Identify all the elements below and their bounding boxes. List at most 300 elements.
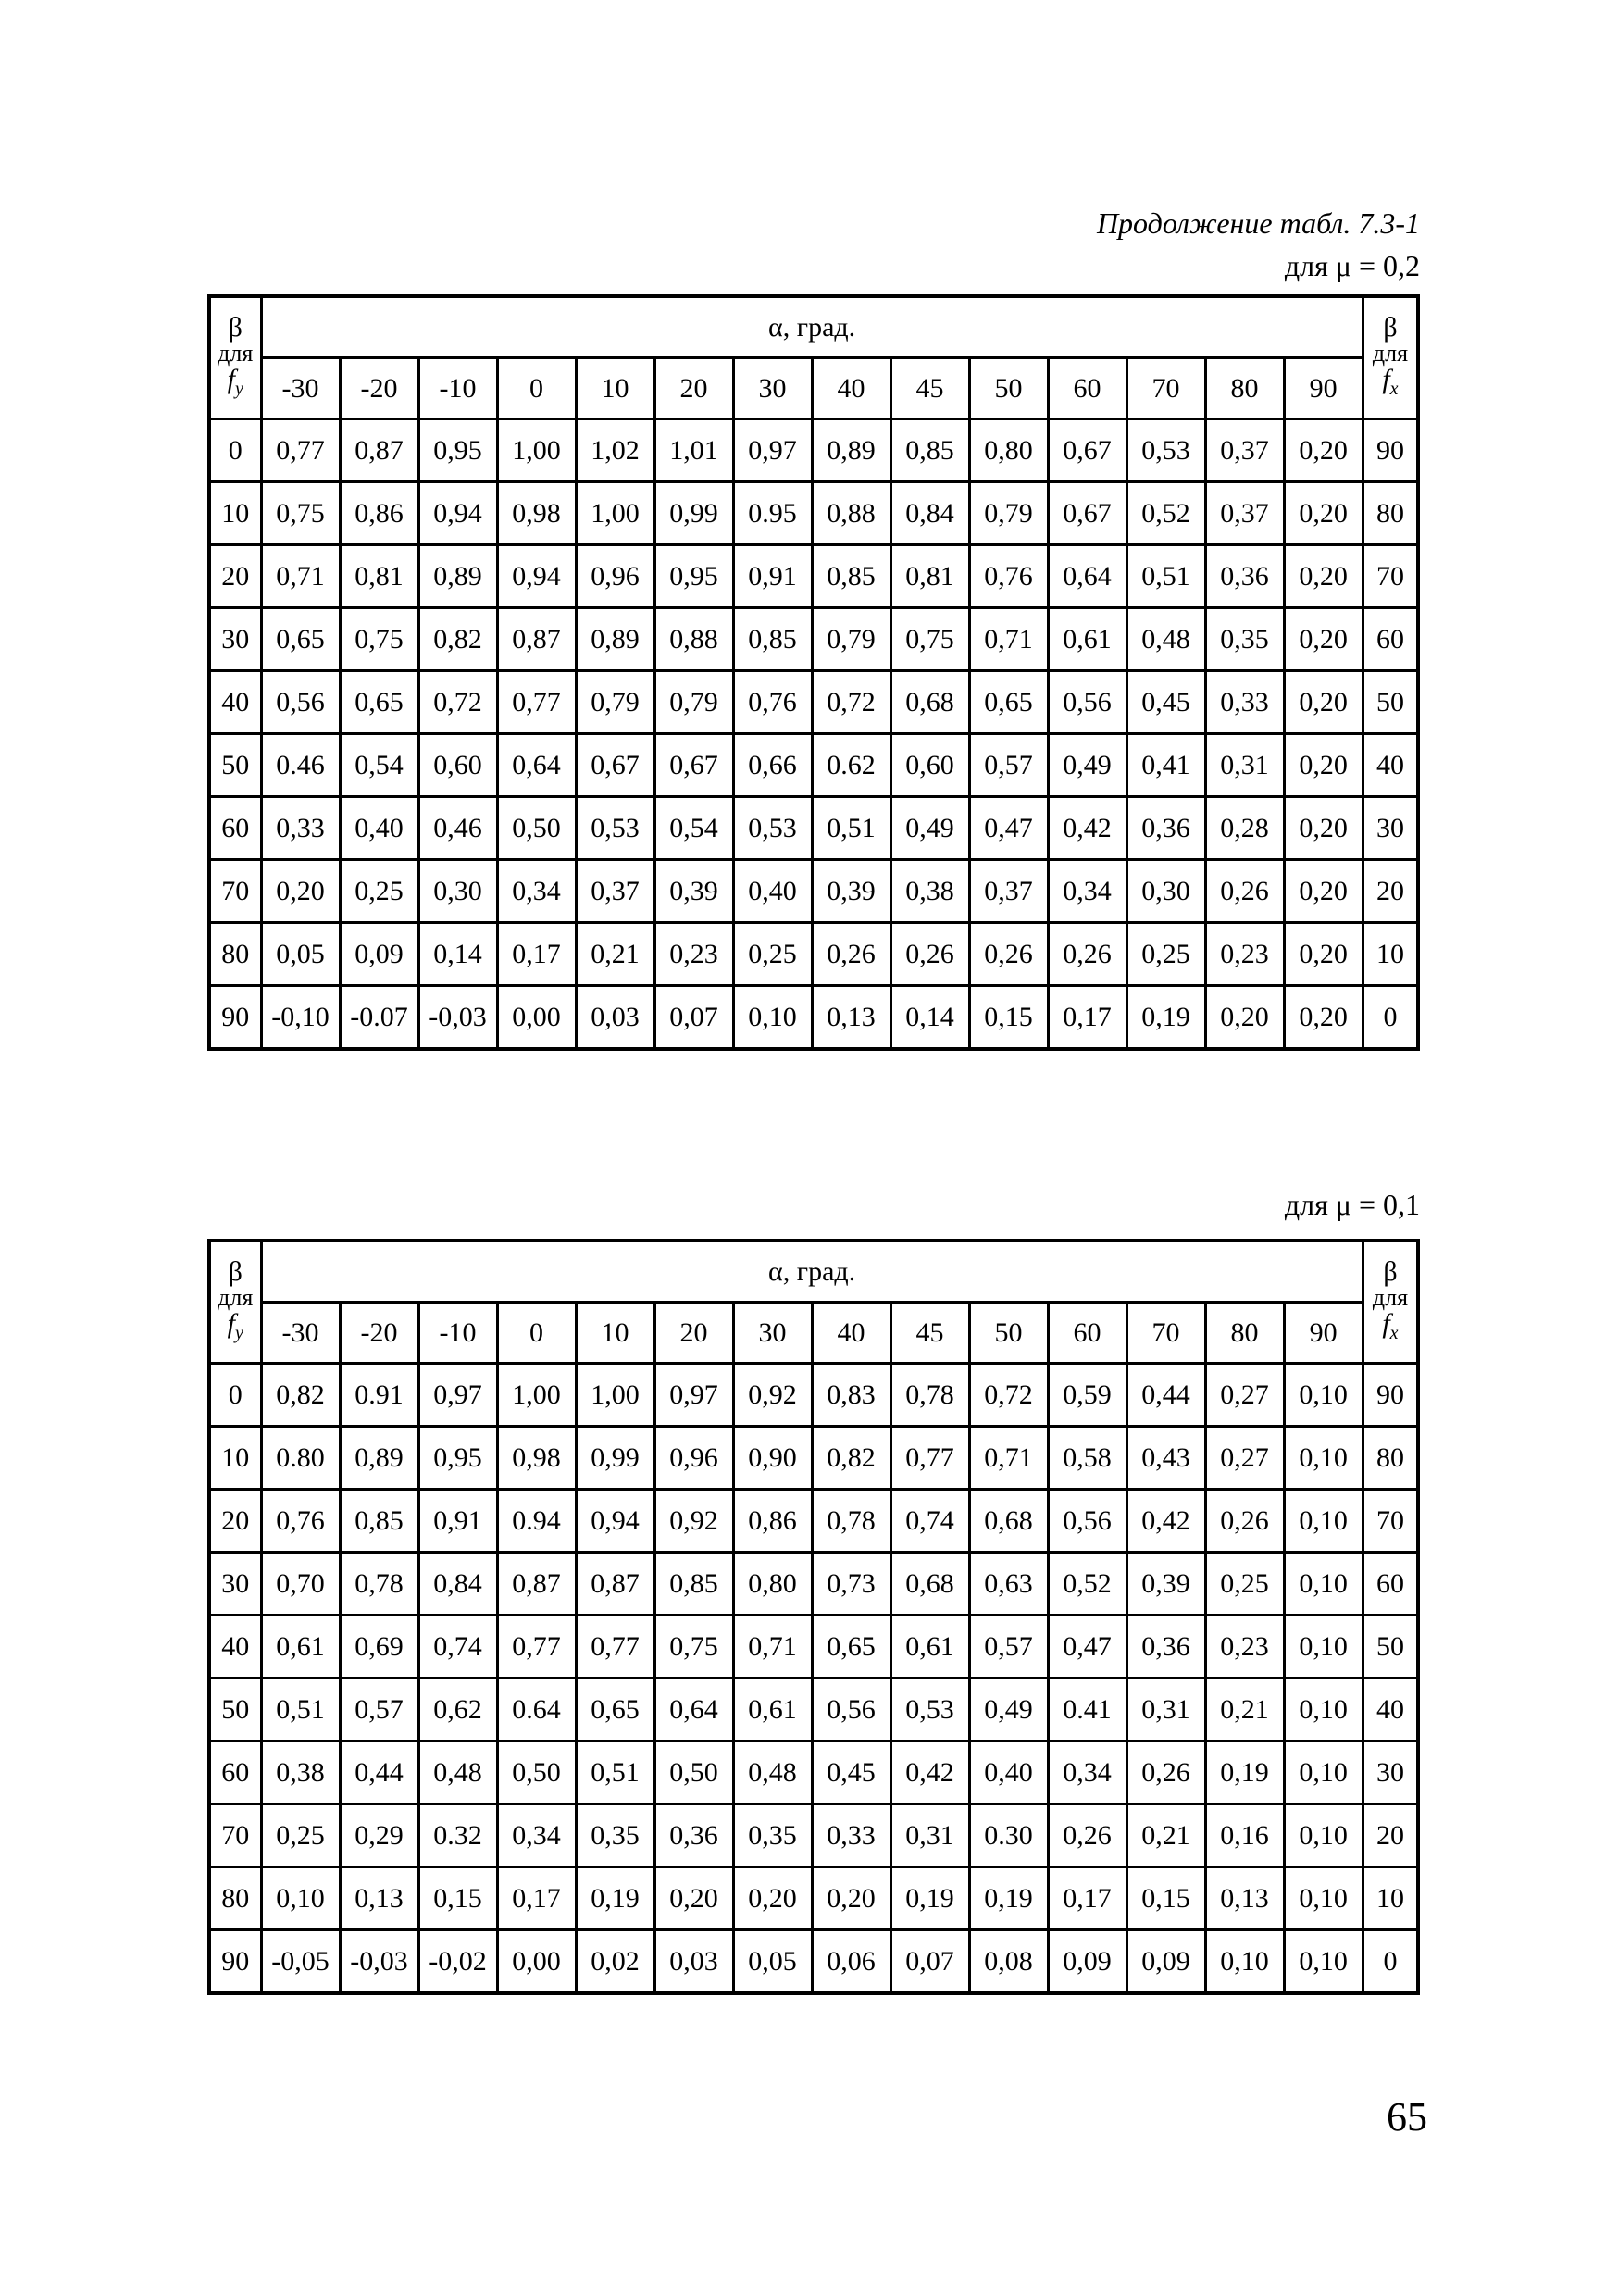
value-cell: 0,98 xyxy=(497,1427,576,1490)
value-cell: 0,97 xyxy=(418,1364,497,1427)
value-cell: 0,52 xyxy=(1048,1553,1126,1616)
value-cell: 0,88 xyxy=(654,608,733,671)
table-row xyxy=(209,419,1418,482)
value-cell: 0,77 xyxy=(890,1427,969,1490)
value-cell: 0,84 xyxy=(418,1553,497,1616)
value-cell: 0,49 xyxy=(890,797,969,860)
value-cell: 0,66 xyxy=(733,734,812,797)
value-cell: 0,76 xyxy=(261,1490,340,1553)
value-cell: 0,94 xyxy=(576,1490,654,1553)
value-cell: 0,89 xyxy=(418,545,497,608)
continuation-table-ref: табл. 7.3-1 xyxy=(1279,206,1420,240)
value-cell: 0,42 xyxy=(890,1741,969,1804)
value-cell: 0,30 xyxy=(1126,860,1205,923)
value-cell: 0,10 xyxy=(1284,1741,1363,1804)
value-cell: 0,20 xyxy=(1284,545,1363,608)
value-cell: 1,00 xyxy=(497,1364,576,1427)
value-cell: 0,02 xyxy=(576,1930,654,1994)
beta-left-header xyxy=(209,1241,261,1364)
value-cell: 0,05 xyxy=(733,1930,812,1994)
value-cell: 0,95 xyxy=(418,1427,497,1490)
value-cell: 0,77 xyxy=(497,671,576,734)
beta-left-cell: 90 xyxy=(209,986,261,1050)
value-cell: 0,75 xyxy=(261,482,340,545)
table-row xyxy=(209,671,1418,734)
value-cell: 0,40 xyxy=(969,1741,1048,1804)
table-row xyxy=(209,1427,1418,1490)
beta-symbol: β xyxy=(228,1255,243,1287)
value-cell: 0,87 xyxy=(340,419,418,482)
value-cell: 0,77 xyxy=(576,1616,654,1678)
value-cell: 0,64 xyxy=(654,1678,733,1741)
value-cell: 0,65 xyxy=(261,608,340,671)
beta-left-cell: 80 xyxy=(209,923,261,986)
value-cell: 0,09 xyxy=(1048,1930,1126,1994)
alpha-value-cell: 40 xyxy=(812,1303,890,1364)
value-cell: 0,67 xyxy=(576,734,654,797)
value-cell: 0,51 xyxy=(1126,545,1205,608)
beta-right-cell: 30 xyxy=(1363,797,1418,860)
f-subscript: y xyxy=(234,378,243,399)
value-cell: 0,80 xyxy=(969,419,1048,482)
alpha-value-cell: 20 xyxy=(654,358,733,419)
value-cell: 0,53 xyxy=(733,797,812,860)
beta-left-cell: 0 xyxy=(209,1364,261,1427)
value-cell: 0,67 xyxy=(1048,419,1126,482)
alpha-value-cell: 70 xyxy=(1126,1303,1205,1364)
beta-right-cell: 40 xyxy=(1363,1678,1418,1741)
value-cell: 0.95 xyxy=(733,482,812,545)
table-row xyxy=(209,482,1418,545)
value-cell: 0,64 xyxy=(1048,545,1126,608)
value-cell: 0,65 xyxy=(340,671,418,734)
value-cell: 0,75 xyxy=(340,608,418,671)
value-cell: 0,75 xyxy=(654,1616,733,1678)
value-cell: 0,03 xyxy=(576,986,654,1050)
value-cell: 0,25 xyxy=(340,860,418,923)
value-cell: 0,20 xyxy=(1284,986,1363,1050)
alpha-value-cell: 90 xyxy=(1284,358,1363,419)
value-cell: 0,23 xyxy=(654,923,733,986)
value-cell: 0,17 xyxy=(1048,986,1126,1050)
beta-right-cell: 60 xyxy=(1363,1553,1418,1616)
value-cell: 0,20 xyxy=(261,860,340,923)
value-cell: 0,31 xyxy=(1126,1678,1205,1741)
value-cell: 0,28 xyxy=(1205,797,1284,860)
table-row xyxy=(209,608,1418,671)
value-cell: 0,14 xyxy=(890,986,969,1050)
value-cell: 0,36 xyxy=(1205,545,1284,608)
value-cell: 0,07 xyxy=(890,1930,969,1994)
beta-left-cell: 70 xyxy=(209,860,261,923)
value-cell: 0,78 xyxy=(340,1553,418,1616)
value-cell: 0,30 xyxy=(418,860,497,923)
value-cell: 0.62 xyxy=(812,734,890,797)
table-row xyxy=(209,1490,1418,1553)
value-cell: 0,35 xyxy=(576,1804,654,1867)
value-cell: 0,19 xyxy=(1126,986,1205,1050)
value-cell: 0,99 xyxy=(576,1427,654,1490)
value-cell: 0,67 xyxy=(654,734,733,797)
value-cell: 0,20 xyxy=(1284,923,1363,986)
value-cell: 0,47 xyxy=(969,797,1048,860)
table-row xyxy=(209,1741,1418,1804)
value-cell: 0,26 xyxy=(812,923,890,986)
beta-symbol: β xyxy=(228,311,243,343)
value-cell: -0,05 xyxy=(261,1930,340,1994)
alpha-value-cell: 60 xyxy=(1048,358,1126,419)
value-cell: 0,42 xyxy=(1048,797,1126,860)
value-cell: 0,37 xyxy=(576,860,654,923)
alpha-value-cell: 10 xyxy=(576,358,654,419)
value-cell: 0,31 xyxy=(890,1804,969,1867)
value-cell: 0,34 xyxy=(497,860,576,923)
beta-right-cell: 20 xyxy=(1363,860,1418,923)
value-cell: 0,56 xyxy=(1048,671,1126,734)
value-cell: 0,57 xyxy=(969,734,1048,797)
value-cell: 0,65 xyxy=(576,1678,654,1741)
value-cell: 0,71 xyxy=(261,545,340,608)
beta-left-cell: 60 xyxy=(209,797,261,860)
value-cell: 0,34 xyxy=(1048,1741,1126,1804)
value-cell: 0,56 xyxy=(261,671,340,734)
value-cell: 0,19 xyxy=(576,1867,654,1930)
value-cell: 0,80 xyxy=(733,1553,812,1616)
value-cell: 0,21 xyxy=(1126,1804,1205,1867)
value-cell: 0,17 xyxy=(497,1867,576,1930)
value-cell: 0,61 xyxy=(261,1616,340,1678)
value-cell: 0.30 xyxy=(969,1804,1048,1867)
value-cell: 0,85 xyxy=(340,1490,418,1553)
value-cell: 0,51 xyxy=(576,1741,654,1804)
value-cell: 0,46 xyxy=(418,797,497,860)
value-cell: 0,92 xyxy=(654,1490,733,1553)
alpha-values-row xyxy=(209,358,1418,419)
value-cell: 0,07 xyxy=(654,986,733,1050)
value-cell: 0,85 xyxy=(812,545,890,608)
value-cell: 0,37 xyxy=(969,860,1048,923)
value-cell: 0,92 xyxy=(733,1364,812,1427)
beta-right-cell: 90 xyxy=(1363,1364,1418,1427)
value-cell: 0.91 xyxy=(340,1364,418,1427)
value-cell: 0,63 xyxy=(969,1553,1048,1616)
value-cell: 0,95 xyxy=(418,419,497,482)
value-cell: 0,86 xyxy=(733,1490,812,1553)
beta-right-cell: 80 xyxy=(1363,482,1418,545)
value-cell: 0,35 xyxy=(733,1804,812,1867)
coefficient-table xyxy=(207,294,1420,1051)
value-cell: 0,41 xyxy=(1126,734,1205,797)
value-cell: 0,94 xyxy=(497,545,576,608)
value-cell: 0,75 xyxy=(890,608,969,671)
value-cell: -0,03 xyxy=(340,1930,418,1994)
beta-symbol: β xyxy=(1383,311,1398,343)
alpha-values-row xyxy=(209,1303,1418,1364)
value-cell: 0,53 xyxy=(1126,419,1205,482)
value-cell: 0,72 xyxy=(418,671,497,734)
value-cell: 0,79 xyxy=(654,671,733,734)
value-cell: 0,37 xyxy=(1205,419,1284,482)
value-cell: 0,54 xyxy=(654,797,733,860)
value-cell: 0,82 xyxy=(812,1427,890,1490)
beta-right-header xyxy=(1363,296,1418,419)
beta-left-cell: 50 xyxy=(209,734,261,797)
value-cell: 0,20 xyxy=(654,1867,733,1930)
value-cell: 0,70 xyxy=(261,1553,340,1616)
value-cell: 0,10 xyxy=(1284,1804,1363,1867)
table-row xyxy=(209,1867,1418,1930)
value-cell: 0,10 xyxy=(1284,1616,1363,1678)
beta-left-cell: 10 xyxy=(209,1427,261,1490)
value-cell: 1,02 xyxy=(576,419,654,482)
value-cell: 0,10 xyxy=(733,986,812,1050)
alpha-value-cell: 40 xyxy=(812,358,890,419)
value-cell: 0,26 xyxy=(1048,923,1126,986)
value-cell: 0.80 xyxy=(261,1427,340,1490)
table-row xyxy=(209,1553,1418,1616)
value-cell: -0.07 xyxy=(340,986,418,1050)
alpha-value-cell: -20 xyxy=(340,1303,418,1364)
value-cell: 0,71 xyxy=(969,1427,1048,1490)
value-cell: 1,01 xyxy=(654,419,733,482)
value-cell: 0,91 xyxy=(733,545,812,608)
beta-left-cell: 20 xyxy=(209,1490,261,1553)
beta-right-cell: 60 xyxy=(1363,608,1418,671)
beta-left-cell: 10 xyxy=(209,482,261,545)
value-cell: 0,77 xyxy=(261,419,340,482)
table-caption: для μ = 0,1 xyxy=(1284,1188,1420,1221)
value-cell: 0,99 xyxy=(654,482,733,545)
value-cell: 0,51 xyxy=(261,1678,340,1741)
value-cell: 0,61 xyxy=(733,1678,812,1741)
beta-left-cell: 40 xyxy=(209,671,261,734)
alpha-value-cell: -30 xyxy=(261,358,340,419)
value-cell: 0,50 xyxy=(654,1741,733,1804)
value-cell: 0,00 xyxy=(497,986,576,1050)
value-cell: 0,21 xyxy=(1205,1678,1284,1741)
value-cell: -0,03 xyxy=(418,986,497,1050)
value-cell: 0,60 xyxy=(890,734,969,797)
value-cell: 0,87 xyxy=(576,1553,654,1616)
value-cell: 0,10 xyxy=(1284,1490,1363,1553)
value-cell: 0,09 xyxy=(340,923,418,986)
beta-left-cell: 20 xyxy=(209,545,261,608)
value-cell: 0,15 xyxy=(969,986,1048,1050)
value-cell: 0.41 xyxy=(1048,1678,1126,1741)
beta-right-cell: 10 xyxy=(1363,1867,1418,1930)
beta-right-cell: 50 xyxy=(1363,671,1418,734)
beta-left-header xyxy=(209,296,261,419)
value-cell: 0,62 xyxy=(418,1678,497,1741)
value-cell: 0,15 xyxy=(1126,1867,1205,1930)
value-cell: 0,06 xyxy=(812,1930,890,1994)
value-cell: 0,19 xyxy=(969,1867,1048,1930)
coefficient-table-container xyxy=(207,294,1420,1051)
value-cell: 0,87 xyxy=(497,608,576,671)
beta-right-cell: 0 xyxy=(1363,986,1418,1050)
f-letter: f xyxy=(1382,1307,1390,1339)
beta-right-cell: 70 xyxy=(1363,1490,1418,1553)
value-cell: 0,57 xyxy=(969,1616,1048,1678)
alpha-value-cell: 60 xyxy=(1048,1303,1126,1364)
value-cell: 0,44 xyxy=(1126,1364,1205,1427)
alpha-value-cell: 80 xyxy=(1205,358,1284,419)
value-cell: 0,89 xyxy=(812,419,890,482)
value-cell: 0,10 xyxy=(1284,1867,1363,1930)
value-cell: 0,10 xyxy=(1284,1553,1363,1616)
alpha-value-cell: -20 xyxy=(340,358,418,419)
f-subscript: y xyxy=(234,1322,243,1343)
value-cell: 0,40 xyxy=(733,860,812,923)
value-cell: 0,97 xyxy=(654,1364,733,1427)
value-cell: 1,00 xyxy=(497,419,576,482)
value-cell: 0,53 xyxy=(576,797,654,860)
value-cell: 0,61 xyxy=(890,1616,969,1678)
value-cell: 0,78 xyxy=(812,1490,890,1553)
beta-symbol: β xyxy=(1383,1255,1398,1287)
value-cell: 0,85 xyxy=(733,608,812,671)
value-cell: 0,47 xyxy=(1048,1616,1126,1678)
value-cell: 0,20 xyxy=(733,1867,812,1930)
value-cell: 0,36 xyxy=(654,1804,733,1867)
value-cell: 0,14 xyxy=(418,923,497,986)
value-cell: 0,79 xyxy=(576,671,654,734)
alpha-value-cell: 0 xyxy=(497,1303,576,1364)
value-cell: 0,19 xyxy=(1205,1741,1284,1804)
value-cell: 0,52 xyxy=(1126,482,1205,545)
value-cell: 0,20 xyxy=(1284,419,1363,482)
value-cell: 0,57 xyxy=(340,1678,418,1741)
value-cell: 0,17 xyxy=(497,923,576,986)
value-cell: 0,56 xyxy=(1048,1490,1126,1553)
value-cell: 0,27 xyxy=(1205,1364,1284,1427)
value-cell: 0,25 xyxy=(1126,923,1205,986)
value-cell: 0,20 xyxy=(1284,671,1363,734)
value-cell: 0,65 xyxy=(969,671,1048,734)
value-cell: 0,81 xyxy=(340,545,418,608)
value-cell: 0,71 xyxy=(969,608,1048,671)
value-cell: 0,40 xyxy=(340,797,418,860)
value-cell: 0,09 xyxy=(1126,1930,1205,1994)
table-row xyxy=(209,1678,1418,1741)
beta-right-cell: 0 xyxy=(1363,1930,1418,1994)
value-cell: 0,44 xyxy=(340,1741,418,1804)
alpha-header: α, град. xyxy=(261,1241,1363,1303)
value-cell: 0,10 xyxy=(1284,1930,1363,1994)
f-y-label xyxy=(211,364,260,405)
value-cell: 0,26 xyxy=(1126,1741,1205,1804)
value-cell: 0,85 xyxy=(654,1553,733,1616)
alpha-value-cell: 10 xyxy=(576,1303,654,1364)
value-cell: 0,97 xyxy=(733,419,812,482)
beta-right-cell: 30 xyxy=(1363,1741,1418,1804)
value-cell: 0,88 xyxy=(812,482,890,545)
value-cell: 0,96 xyxy=(654,1427,733,1490)
header-row xyxy=(209,296,1418,358)
value-cell: 0,56 xyxy=(812,1678,890,1741)
alpha-value-cell: 45 xyxy=(890,358,969,419)
table-row xyxy=(209,986,1418,1050)
value-cell: 0,49 xyxy=(1048,734,1126,797)
value-cell: 0,17 xyxy=(1048,1867,1126,1930)
f-subscript: x xyxy=(1389,378,1399,399)
alpha-value-cell: 50 xyxy=(969,358,1048,419)
value-cell: 0.64 xyxy=(497,1678,576,1741)
value-cell: 0,79 xyxy=(812,608,890,671)
alpha-value-cell: 30 xyxy=(733,1303,812,1364)
value-cell: 0,26 xyxy=(890,923,969,986)
value-cell: 0,84 xyxy=(890,482,969,545)
value-cell: 0,74 xyxy=(890,1490,969,1553)
value-cell: 0.46 xyxy=(261,734,340,797)
value-cell: 0,00 xyxy=(497,1930,576,1994)
table-row xyxy=(209,1616,1418,1678)
alpha-value-cell: 20 xyxy=(654,1303,733,1364)
value-cell: 0,10 xyxy=(1284,1364,1363,1427)
value-cell: 0,10 xyxy=(261,1867,340,1930)
value-cell: 0,68 xyxy=(890,1553,969,1616)
value-cell: 0,13 xyxy=(812,986,890,1050)
beta-left-cell: 0 xyxy=(209,419,261,482)
value-cell: 0,38 xyxy=(261,1741,340,1804)
value-cell: 0,36 xyxy=(1126,797,1205,860)
value-cell: 0,33 xyxy=(812,1804,890,1867)
value-cell: 0,10 xyxy=(1284,1427,1363,1490)
alpha-value-cell: 45 xyxy=(890,1303,969,1364)
beta-right-header xyxy=(1363,1241,1418,1364)
value-cell: 1,00 xyxy=(576,1364,654,1427)
value-cell: 0,90 xyxy=(733,1427,812,1490)
value-cell: 0,74 xyxy=(418,1616,497,1678)
table-row xyxy=(209,1930,1418,1994)
value-cell: 0,65 xyxy=(812,1616,890,1678)
beta-left-cell: 80 xyxy=(209,1867,261,1930)
value-cell: 0,20 xyxy=(1284,608,1363,671)
value-cell: 0,10 xyxy=(1205,1930,1284,1994)
beta-left-cell: 90 xyxy=(209,1930,261,1994)
value-cell: 0,81 xyxy=(890,545,969,608)
value-cell: 0,48 xyxy=(733,1741,812,1804)
value-cell: 0,08 xyxy=(969,1930,1048,1994)
value-cell: 0,68 xyxy=(890,671,969,734)
value-cell: 0,21 xyxy=(576,923,654,986)
alpha-value-cell: 90 xyxy=(1284,1303,1363,1364)
table-caption: для μ = 0,2 xyxy=(1284,249,1420,282)
alpha-value-cell: -30 xyxy=(261,1303,340,1364)
beta-left-cell: 70 xyxy=(209,1804,261,1867)
value-cell: 0,49 xyxy=(969,1678,1048,1741)
value-cell: 0,54 xyxy=(340,734,418,797)
value-cell: 0,10 xyxy=(1284,1678,1363,1741)
value-cell: 0,87 xyxy=(497,1553,576,1616)
value-cell: 0,60 xyxy=(418,734,497,797)
value-cell: 0,26 xyxy=(1205,1490,1284,1553)
coefficient-table-container xyxy=(207,1239,1420,1995)
value-cell: 0,33 xyxy=(261,797,340,860)
value-cell: 0,64 xyxy=(497,734,576,797)
value-cell: 0,39 xyxy=(1126,1553,1205,1616)
value-cell: 0,03 xyxy=(654,1930,733,1994)
value-cell: 0,94 xyxy=(418,482,497,545)
for-label: для xyxy=(1372,1283,1409,1311)
value-cell: 0,38 xyxy=(890,860,969,923)
value-cell: 0,31 xyxy=(1205,734,1284,797)
alpha-value-cell: 30 xyxy=(733,358,812,419)
value-cell: 0,89 xyxy=(340,1427,418,1490)
beta-right-cell: 70 xyxy=(1363,545,1418,608)
value-cell: 0,15 xyxy=(418,1867,497,1930)
value-cell: -0,02 xyxy=(418,1930,497,1994)
